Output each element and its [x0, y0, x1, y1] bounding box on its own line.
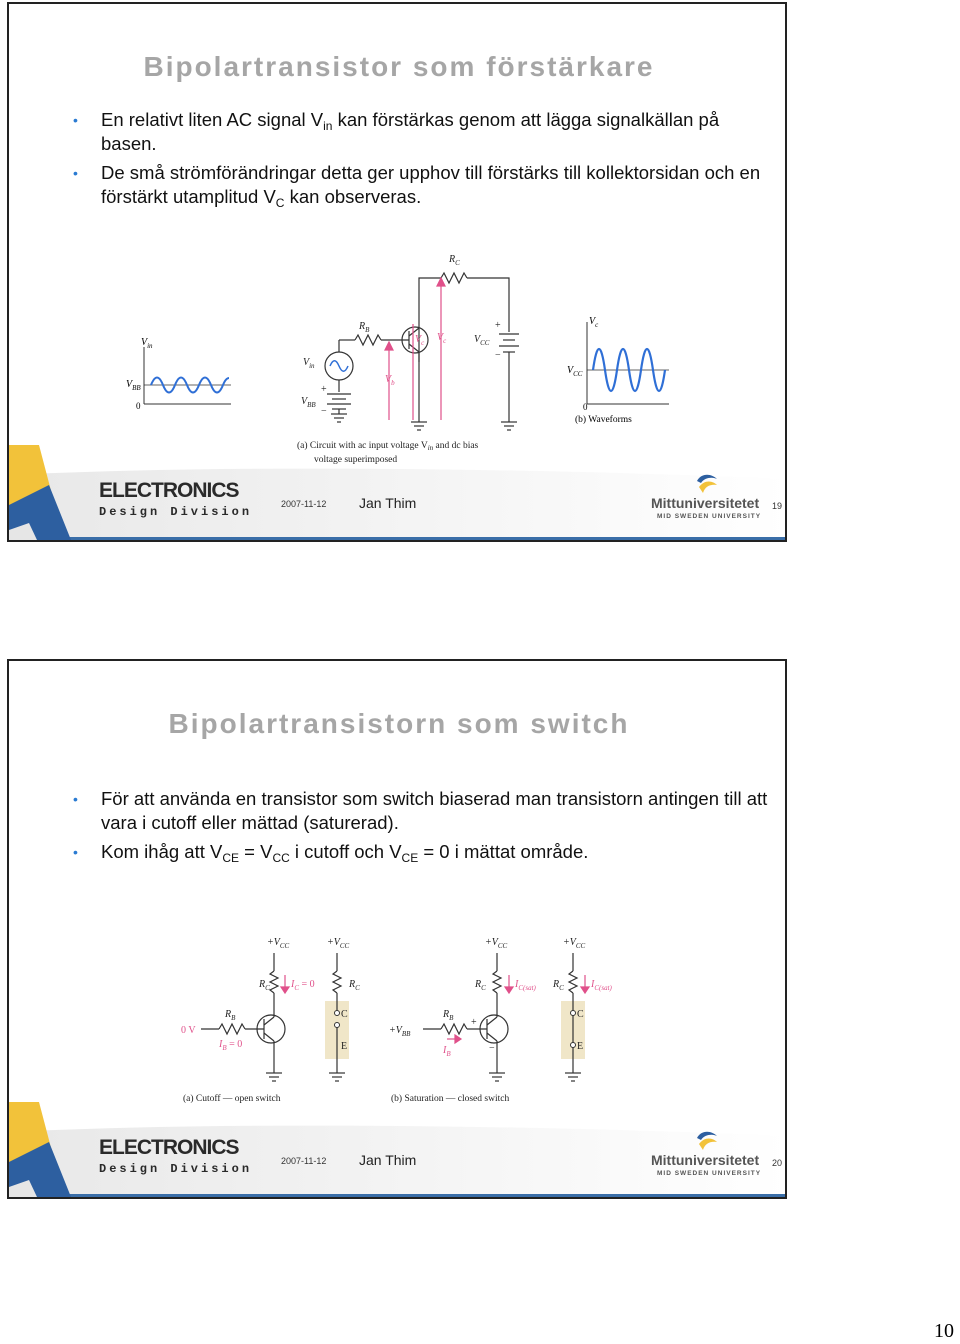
svg-text:−: −: [321, 406, 327, 417]
bullet-dot-icon: •: [73, 844, 78, 860]
bullet-dot-icon: •: [73, 112, 78, 128]
amplifier-circuit: [325, 273, 519, 430]
slide-footer: [9, 445, 787, 540]
slide-page-number: 19: [772, 501, 783, 511]
svg-text:Vc: $V_c$: [437, 332, 447, 345]
svg-text:Vin: $V_{in}$: [141, 337, 153, 350]
caption-a: (a) Circuit with ac input voltage $V_{in}$ and dc bias: [297, 441, 479, 452]
svg-text:VBB: $V_{BB}$: [301, 396, 316, 409]
slide-19: [7, 2, 787, 542]
slide-page-number: 20: [772, 1158, 783, 1168]
svg-text:C: C: [577, 1009, 584, 1020]
slide-title: Bipolartransistor som förstärkare: [143, 51, 655, 82]
svg-text:E: E: [577, 1041, 584, 1052]
amplifier-figure: [119, 242, 679, 472]
svg-text:0: 0: [583, 402, 588, 412]
svg-text:Vb: $V_b$: [385, 374, 395, 387]
svg-text:IC = 0: $I_C = 0$: [291, 979, 315, 992]
svg-text:RB: $R_B$: [443, 1009, 454, 1022]
footer-author: Jan Thim: [359, 495, 417, 511]
switch-figure: [159, 933, 639, 1113]
svg-text:−: −: [489, 1043, 495, 1054]
svg-text:0 V: 0 V: [181, 1025, 196, 1036]
svg-text:E: E: [341, 1041, 348, 1052]
svg-text:C: C: [341, 1009, 348, 1020]
footer-date: 2007-11-12: [281, 1156, 327, 1166]
footer-author: Jan Thim: [359, 1152, 417, 1168]
university-subtitle: MID SWEDEN UNIVERSITY: [657, 513, 762, 520]
page-number: 10: [934, 1320, 954, 1342]
caption-a-line2: voltage superimposed: [314, 455, 398, 465]
svg-text:RC: $R_C$: [259, 979, 270, 992]
svg-text:RB: $R_B$: [359, 321, 370, 334]
bullet-item: • En relativt liten AC signal $V_{in}$ kan förstärkas genom att lägga signalkällan på basen.: [73, 109, 720, 154]
svg-text:(b) Waveforms: (b) Waveforms: [575, 415, 632, 425]
bullet-item: • De små strömförändringar detta ger upphov till förstärks till kollektorsidan och en förstärkt utamplitud $V_C$ kan observeras.: [73, 162, 761, 210]
svg-text:RC: $R_C$: [475, 979, 486, 992]
svg-text:0: 0: [136, 401, 141, 411]
caption-saturation: (b) Saturation — closed switch: [391, 1094, 510, 1104]
university-name: Mittuniversitetet: [651, 1152, 760, 1168]
svg-text:RC: $R_C$: [349, 979, 360, 992]
svg-text:Vc: $V_c$: [589, 316, 599, 329]
svg-text:Vin: $V_{in}$: [303, 357, 315, 370]
svg-text:+: +: [321, 384, 327, 395]
svg-text:IB = 0: $I_B = 0$: [219, 1039, 243, 1052]
svg-text:RB: $R_B$: [225, 1009, 236, 1022]
svg-text:+: +: [471, 1017, 477, 1028]
bullet-list: [73, 787, 769, 869]
input-waveform: [126, 337, 231, 411]
bullet-list: [73, 108, 769, 214]
svg-text:IB: $I_B$: [443, 1045, 451, 1058]
svg-text:VCC: $V_{CC}$: [474, 334, 490, 347]
svg-text:IC(sat): $I_{C(sat)}$: [515, 979, 536, 992]
caption-cutoff: (a) Cutoff — open switch: [183, 1094, 281, 1104]
slide-20: [7, 659, 787, 1199]
svg-text:+VCC: $+V_{CC}$: [563, 937, 586, 950]
design-division-logo: Design Division: [99, 505, 253, 519]
design-division-logo: Design Division: [99, 1162, 253, 1176]
university-logo-icon: [695, 1128, 719, 1154]
slide-title: Bipolartransistorn som switch: [168, 708, 630, 739]
svg-text:RC: $R_C$: [553, 979, 564, 992]
svg-text:−: −: [495, 350, 501, 361]
slide-footer: [9, 1102, 787, 1197]
svg-text:+VCC: $+V_{CC}$: [485, 937, 508, 950]
bullet-item: • Kom ihåg att $V_{CE} = V_{CC}$ i cutoff och $V_{CE} = 0$ i mättat område.: [73, 841, 589, 865]
switch-labels: [181, 937, 613, 1058]
svg-text:+: +: [495, 320, 501, 331]
svg-text:+VCC: $+V_{CC}$: [327, 937, 350, 950]
electronics-logo: ELECTRONICS: [99, 479, 239, 502]
svg-text:RC: $R_C$: [449, 254, 460, 267]
university-subtitle: MID SWEDEN UNIVERSITY: [657, 1170, 762, 1177]
bullet-dot-icon: •: [73, 165, 78, 181]
bullet-item: • För att använda en transistor som switch biaserad man transistorn antingen till att vara i cutoff eller mättad (saturerad).: [73, 788, 768, 833]
svg-text:+VCC: $+V_{CC}$: [267, 937, 290, 950]
university-logo-icon: [695, 471, 719, 497]
output-waveform: [567, 316, 669, 425]
svg-text:IC(sat): $I_{C(sat)}$: [591, 979, 612, 992]
footer-date: 2007-11-12: [281, 499, 327, 509]
electronics-logo: ELECTRONICS: [99, 1136, 239, 1159]
svg-text:VCC: $V_{CC}$: [567, 365, 583, 378]
svg-text:Vc: $V_c$: [415, 334, 425, 347]
bullet-dot-icon: •: [73, 791, 78, 807]
svg-text:+VBB: $+V_{BB}$: [389, 1025, 411, 1038]
university-name: Mittuniversitetet: [651, 495, 760, 511]
switch-circuits: [201, 953, 584, 1081]
svg-text:VBB: $V_{BB}$: [126, 379, 141, 392]
